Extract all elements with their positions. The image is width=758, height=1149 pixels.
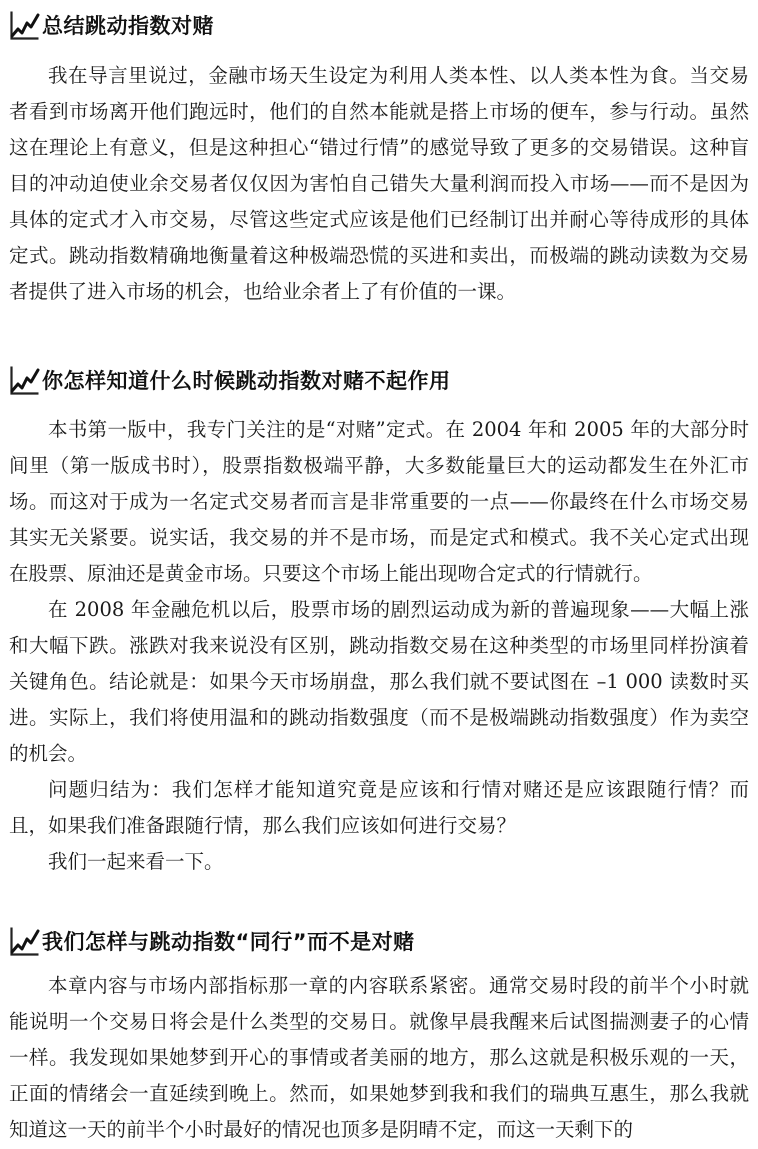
body-paragraph: 本章内容与市场内部指标那一章的内容联系紧密。通常交易时段的前半个小时就能说明一个交易日将会是什么类型的交易日。就像早晨我醒来后试图揣测妻子的心情一样。我发现如果她梦到开心的事情或者美丽的地方，那么这就是积极乐观的一天，正面的情绪会一直延续到晚上。然而，如果她梦到我和我们的瑞典互惠生，那么我就知道这一天的前半个小时最好的情况也顶多是阴晴不定，而这一天剩下的	[9, 974, 749, 1141]
body-paragraph: 我们一起来看一下。	[48, 850, 224, 873]
section-title: 总结跳动指数对赌	[42, 14, 214, 38]
body-paragraph: 在 2008 年金融危机以后，股票市场的剧烈运动成为新的普遍现象——大幅上涨和大幅下跌。涨跌对我来说没有区别，跳动指数交易在这种类型的市场里同样扮演着关键角色。结论就是：如果今天市场崩盘，那么我们就不要试图在 –1 000 读数时买进。实际上，我们将使用温和的跳动指数强度（而不是极端跳动指数强度）作为卖空的机会。	[9, 598, 749, 765]
trend-chart-icon	[10, 10, 40, 40]
trend-chart-icon	[10, 926, 40, 956]
section-heading	[10, 365, 451, 395]
section-title: 我们怎样与跳动指数“同行”而不是对赌	[42, 930, 415, 954]
body-paragraph: 我在导言里说过，金融市场天生设定为利用人类本性、以人类本性为食。当交易者看到市场离开他们跑远时，他们的自然本能就是搭上市场的便车，参与行动。虽然这在理论上有意义，但是这种担心“错过行情”的感觉导致了更多的交易错误。这种盲目的冲动迫使业余交易者仅仅因为害怕自己错失大量利润而投入市场——而不是因为具体的定式才入市交易，尽管这些定式应该是他们已经制订出并耐心等待成形的具体定式。跳动指数精确地衡量着这种极端恐慌的买进和卖出，而极端的跳动读数为交易者提供了进入市场的机会，也给业余者上了有价值的一课。	[9, 64, 749, 303]
body-paragraph: 本书第一版中，我专门关注的是“对赌”定式。在 2004 年和 2005 年的大部分时间里（第一版成书时），股票指数极端平静，大多数能量巨大的运动都发生在外汇市场。而这对于成为一名定式交易者而言是非常重要的一点——你最终在什么市场交易其实无关紧要。说实话，我交易的并不是市场，而是定式和模式。我不关心定式出现在股票、原油还是黄金市场。只要这个市场上能出现吻合定式的行情就行。	[9, 418, 749, 585]
section-heading	[10, 10, 214, 40]
trend-chart-icon	[10, 365, 40, 395]
body-paragraph: 问题归结为：我们怎样才能知道究竟是应该和行情对赌还是应该跟随行情？而且，如果我们准备跟随行情，那么我们应该如何进行交易？	[9, 778, 749, 837]
section-heading	[10, 926, 415, 956]
section-title: 你怎样知道什么时候跳动指数对赌不起作用	[42, 369, 451, 393]
